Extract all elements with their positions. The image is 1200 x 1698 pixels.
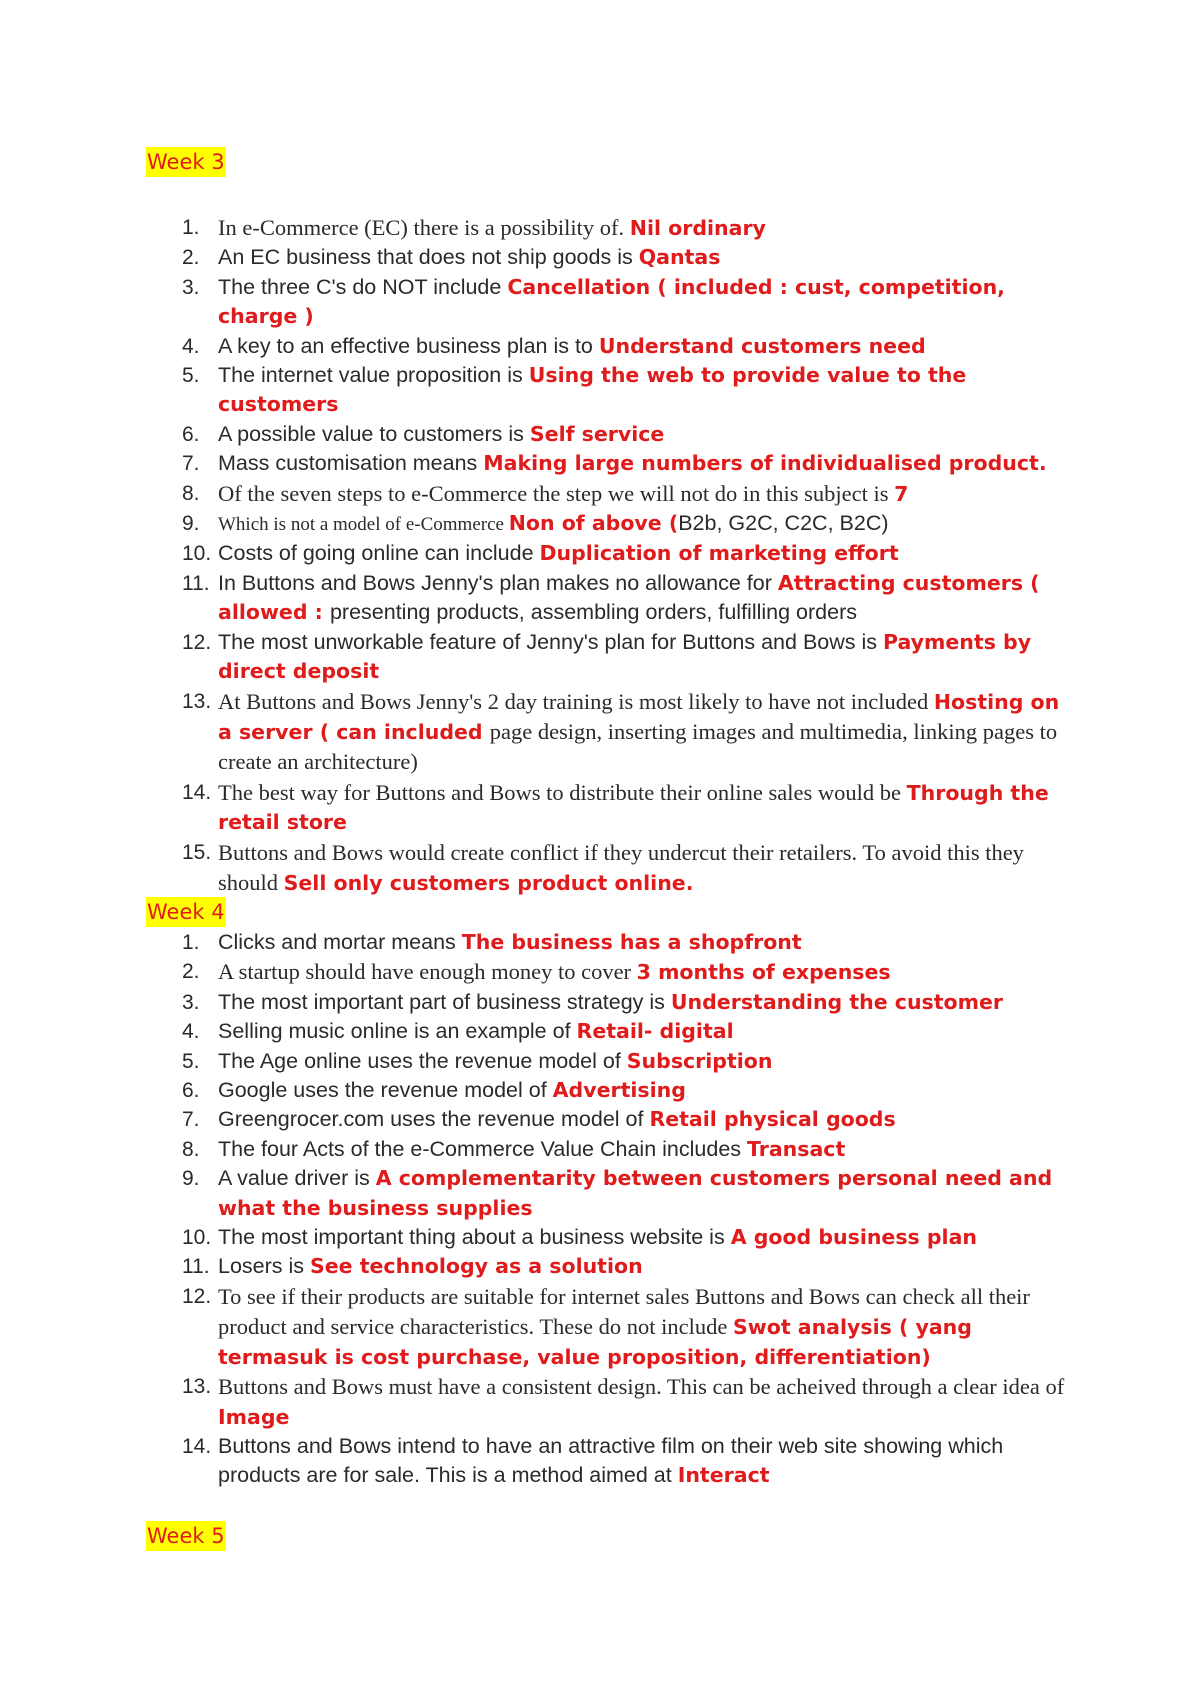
question-item xyxy=(0,539,1200,568)
answer-detail-text: B2b, G2C, C2C, B2C) xyxy=(678,511,889,536)
question-text: A value driver is xyxy=(218,1166,376,1191)
answer-text: Understanding the customer xyxy=(670,989,1003,1014)
answer-text: Subscription xyxy=(626,1048,773,1073)
week-5-heading: Week 5 xyxy=(146,1521,226,1551)
question-item xyxy=(0,1432,1200,1491)
question-item xyxy=(0,243,1200,272)
question-text: The most important part of business strategy is xyxy=(218,989,671,1014)
week-3-heading: Week 3 xyxy=(146,147,226,177)
answer-text: Image xyxy=(218,1404,290,1429)
answer-text: See technology as a solution xyxy=(310,1254,643,1279)
question-number: 12. xyxy=(182,630,212,654)
question-text: The three C's do NOT include xyxy=(218,274,508,299)
question-number: 14. xyxy=(182,1434,212,1458)
answer-text: Retail- digital xyxy=(576,1019,734,1044)
question-item xyxy=(0,420,1200,449)
question-text: Of the seven steps to e-Commerce the step we will not do in this subject is xyxy=(218,480,895,506)
question-text: At Buttons and Bows Jenny's 2 day training is most likely to have not included xyxy=(218,688,934,714)
question-item xyxy=(0,569,1200,628)
answer-text: Understand customers need xyxy=(598,333,926,358)
question-number: 2. xyxy=(182,960,200,984)
answer-text: Making large numbers of individualised product. xyxy=(483,451,1047,476)
question-item xyxy=(0,957,1200,987)
answer-text: Transact xyxy=(747,1136,846,1161)
question-number: 15. xyxy=(182,840,212,864)
question-item xyxy=(0,628,1200,687)
answer-text: 3 months of expenses xyxy=(636,960,891,985)
answer-detail-text: page design, inserting images and multimedia, linking pages to create an architecture) xyxy=(218,718,1058,775)
question-text: Losers is xyxy=(218,1254,311,1279)
question-item xyxy=(0,273,1200,332)
week-3-question-list xyxy=(0,213,1200,898)
question-item xyxy=(0,687,1200,778)
question-item xyxy=(0,1135,1200,1164)
answer-text: Sell only customers product online. xyxy=(283,870,694,895)
question-text: Greengrocer.com uses the revenue model of xyxy=(218,1107,650,1132)
question-number: 13. xyxy=(182,1375,212,1399)
question-number: 4. xyxy=(182,334,200,358)
question-number: 8. xyxy=(182,481,200,505)
question-text: An EC business that does not ship goods is xyxy=(218,245,639,270)
week-4-heading: Week 4 xyxy=(146,897,226,927)
question-number: 8. xyxy=(182,1137,200,1161)
answer-text: Swot analysis ( yang termasuk is cost purchase, value proposition, differentiation) xyxy=(218,1315,972,1369)
question-text: Buttons and Bows would create conflict if they undercut their retailers. To avoid this they should xyxy=(218,839,1024,895)
answer-text: Self service xyxy=(529,421,665,446)
question-text: Selling music online is an example of xyxy=(218,1019,577,1044)
question-number: 3. xyxy=(182,990,200,1014)
answer-text: Qantas xyxy=(638,245,721,270)
answer-text: The business has a shopfront xyxy=(461,930,802,954)
question-item xyxy=(0,1372,1200,1432)
question-number: 4. xyxy=(182,1020,200,1044)
answer-text: Advertising xyxy=(552,1078,686,1103)
question-number: 5. xyxy=(182,364,200,388)
question-number: 11. xyxy=(182,1255,210,1279)
question-text: In e-Commerce (EC) there is a possibility of. xyxy=(218,215,630,240)
question-number: 7. xyxy=(182,452,200,476)
question-item xyxy=(0,332,1200,361)
question-item xyxy=(0,1076,1200,1105)
question-text: A possible value to customers is xyxy=(218,421,530,446)
answer-text: Hosting on a server ( can included xyxy=(218,689,1060,744)
question-text: Clicks and mortar means xyxy=(218,930,462,954)
answer-text: Cancellation ( included : cust, competition, charge ) xyxy=(218,274,1005,329)
question-item xyxy=(0,1105,1200,1134)
answer-detail-text: presenting products, assembling orders, fulfilling orders xyxy=(329,600,857,625)
question-number: 9. xyxy=(182,512,200,536)
question-number: 6. xyxy=(182,422,200,446)
question-item xyxy=(0,928,1200,957)
question-number: 14. xyxy=(182,780,212,804)
answer-text: Non of above ( xyxy=(508,511,679,536)
question-text: Mass customisation means xyxy=(218,451,484,476)
question-text: The most important thing about a business website is xyxy=(218,1225,731,1250)
question-item xyxy=(0,1223,1200,1252)
question-number: 1. xyxy=(182,931,200,954)
question-text: In Buttons and Bows Jenny's plan makes no allowance for xyxy=(218,570,778,595)
question-number: 6. xyxy=(182,1079,200,1103)
question-item xyxy=(0,1164,1200,1223)
question-item xyxy=(0,1017,1200,1046)
question-item xyxy=(0,213,1200,243)
question-number: 1. xyxy=(182,216,200,239)
question-text: The internet value proposition is xyxy=(218,363,529,388)
question-text: Costs of going online can include xyxy=(218,541,540,566)
question-text: A startup should have enough money to cover xyxy=(218,959,637,985)
answer-text: Retail physical goods xyxy=(649,1107,896,1132)
answer-text: Attracting customers ( allowed : xyxy=(218,570,1040,625)
question-text: Buttons and Bows must have a consistent design. This can be acheived through a clear idea of xyxy=(218,1374,1065,1400)
question-item xyxy=(0,1047,1200,1076)
question-item xyxy=(0,479,1200,509)
answer-text: Payments by direct deposit xyxy=(218,629,1032,684)
answer-text: Through the retail store xyxy=(218,780,1049,835)
question-text: To see if their products are suitable for internet sales Buttons and Bows can check all their product and service characteristics. These do not include xyxy=(218,1283,1030,1340)
answer-text: Nil ordinary xyxy=(629,216,766,240)
question-item xyxy=(0,449,1200,478)
question-text: Which is not a model of e-Commerce xyxy=(218,514,509,536)
week-4-question-list xyxy=(0,928,1200,1491)
question-text: The four Acts of the e-Commerce Value Chain includes xyxy=(218,1136,747,1161)
question-number: 9. xyxy=(182,1167,200,1191)
answer-text: Duplication of marketing effort xyxy=(539,541,899,566)
answer-text: Using the web to provide value to the customers xyxy=(218,363,967,417)
question-item xyxy=(0,509,1200,539)
answer-text: A good business plan xyxy=(730,1225,978,1250)
question-text: The best way for Buttons and Bows to distribute their online sales would be xyxy=(218,779,907,805)
question-number: 10. xyxy=(182,542,212,566)
question-item xyxy=(0,988,1200,1017)
question-text: Buttons and Bows intend to have an attractive film on their web site showing which products are for sale. This is a method aimed at xyxy=(218,1433,1004,1488)
question-text: The most unworkable feature of Jenny's plan for Buttons and Bows is xyxy=(218,629,883,654)
question-text: Google uses the revenue model of xyxy=(218,1078,553,1103)
question-number: 12. xyxy=(182,1284,212,1308)
question-number: 5. xyxy=(182,1049,200,1073)
question-number: 11. xyxy=(182,571,210,595)
question-number: 13. xyxy=(182,689,212,713)
question-text: A key to an effective business plan is to xyxy=(218,333,599,358)
question-item xyxy=(0,361,1200,420)
question-item xyxy=(0,778,1200,838)
answer-text: A complementarity between customers personal need and what the business supplies xyxy=(218,1166,1053,1220)
question-number: 3. xyxy=(182,275,200,299)
question-text: The Age online uses the revenue model of xyxy=(218,1048,627,1073)
answer-text: 7 xyxy=(894,481,909,506)
question-number: 10. xyxy=(182,1226,212,1250)
question-item xyxy=(0,1282,1200,1372)
question-number: 7. xyxy=(182,1108,200,1132)
question-number: 2. xyxy=(182,246,200,270)
question-item xyxy=(0,1252,1200,1281)
answer-text: Interact xyxy=(677,1463,770,1488)
question-item xyxy=(0,838,1200,899)
